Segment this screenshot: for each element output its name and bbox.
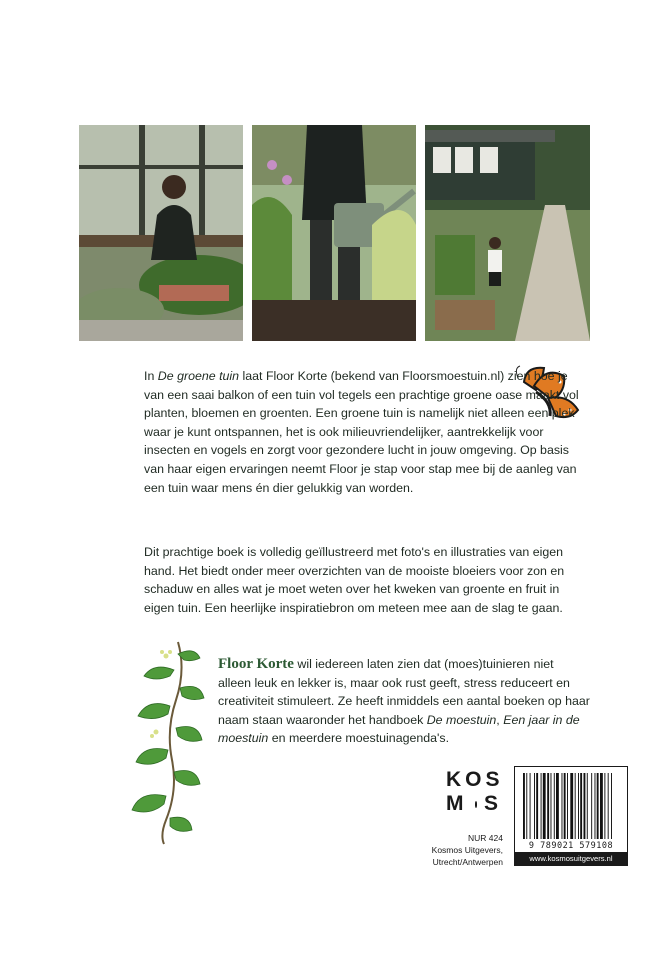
barcode <box>514 766 628 866</box>
ivy-vine-illustration <box>126 640 210 846</box>
barcode-bars <box>523 773 619 839</box>
blurb-paragraph-1: In De groene tuin laat Floor Korte (bekend van Floorsmoestuin.nl) zien hoe je van een saai balkon of een tuin vol tegels een prachtige groene oase maakt vol planten, bloemen en groenten. Een groene tuin is namelijk niet alleen een plek waar je kunt ontspannen, het is ook milieuvriendelijker, aantrekkelijk voor insecten en vogels en zorgt voor gezondere lucht in jouw omgeving. Op basis van haar eigen ervaringen neemt Floor je stap voor stap mee bij de aanleg van een tuin waar mens én dier gelukkig van worden. <box>144 369 579 495</box>
photo-greenhouse-gardener <box>79 125 243 341</box>
isbn-number: 9 789021 579108 <box>528 841 614 851</box>
publisher-url: www.kosmosuitgevers.nl <box>515 852 627 865</box>
logo-line-2: M S <box>446 792 502 815</box>
nur-code: NUR 424 <box>468 833 503 843</box>
author-name: Floor Korte <box>218 656 294 672</box>
photo-watering-can <box>252 125 416 341</box>
publisher-imprint <box>411 832 503 868</box>
blurb-paragraph-2: Dit prachtige boek is volledig geïllustreerd met foto's en illustraties van eigen hand. Het biedt onder meer overzichten van de mooiste bloeiers voor zon en schaduw en alles wat je moet weten over het kweken van groente en fruit in eigen tuin. Een heerlijke inspiratiebron om meteen mee aan de slag te gaan. <box>144 545 565 615</box>
publisher-name: Kosmos Uitgevers, <box>431 845 503 855</box>
logo-line-1: KOS <box>446 768 504 791</box>
author-bio: Floor Korte wil iedereen laten zien dat (moes)tuinieren niet alleen leuk en lekker is, maar ook rust geeft, stress reduceert en creativiteit stimuleert. Ze heeft inmiddels een aantal boeken op haar naam staan waaronder het handboek De moestuin, Een jaar in de moestuin en meerdere moestuinagenda's. <box>218 656 590 746</box>
photo-vegetable-garden-house <box>425 125 590 341</box>
book-title: De groene tuin <box>157 369 240 383</box>
publisher-city: Utrecht/Antwerpen <box>432 857 503 867</box>
publisher-logo <box>446 768 502 816</box>
